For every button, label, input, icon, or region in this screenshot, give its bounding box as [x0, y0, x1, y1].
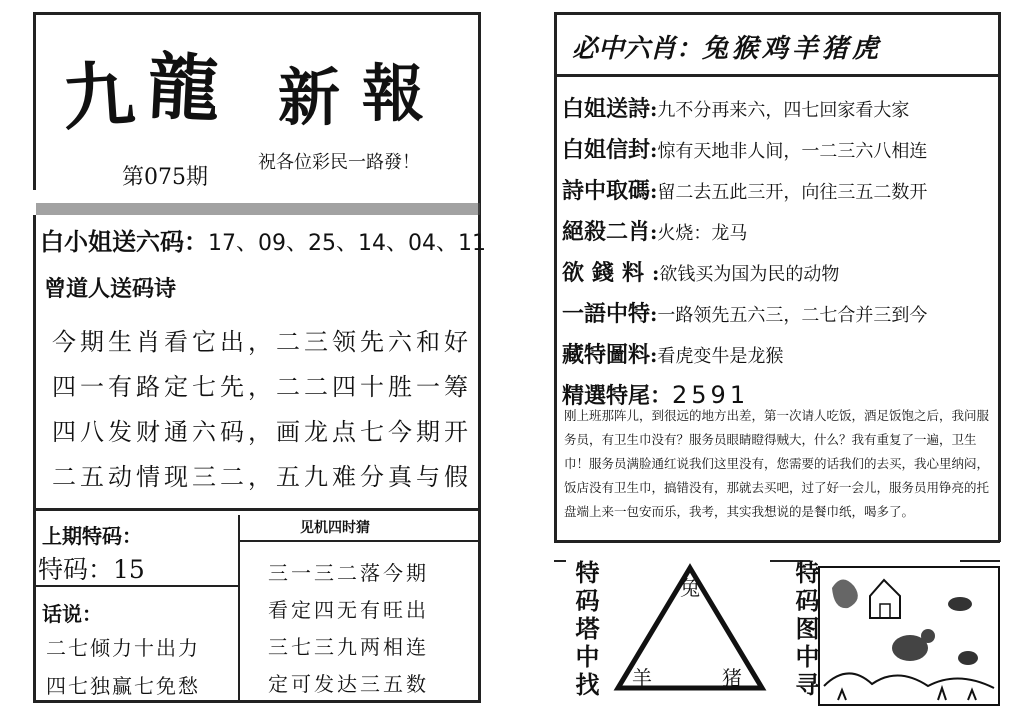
left-frame-left-lower: [33, 215, 36, 702]
row-colon: :: [650, 220, 658, 244]
six-zodiac-label: 必中六肖：: [572, 34, 703, 64]
masthead-char-3: 新: [278, 61, 343, 134]
row-money: [562, 256, 992, 297]
right-page: [540, 0, 1024, 723]
right-frame-bottom: [554, 540, 1000, 543]
scan-band: [36, 203, 480, 215]
row-poem-code: [562, 174, 992, 215]
special-code: 特码：15: [38, 555, 145, 584]
tail-label: 精選特尾：: [562, 383, 673, 409]
row-hidden-picture: [562, 338, 992, 379]
triangle-left: 羊: [632, 666, 652, 690]
row-colon: :: [652, 261, 660, 285]
right-header-rule: [554, 74, 1000, 77]
six-codes-value: 17、09、25、14、04、11: [208, 231, 486, 256]
row-label: 欲錢料: [562, 260, 653, 286]
left-frame-top: [33, 12, 481, 15]
poem-line-4: 二五动情现三二，五九难分真与假: [52, 463, 472, 491]
saying-line-1: 二七倾力十出力: [46, 636, 200, 660]
masthead-char-4: 報: [362, 57, 427, 130]
right-frame-right: [998, 12, 1001, 542]
row-colon: :: [650, 179, 658, 203]
row-colon: :: [650, 302, 658, 326]
row-one-word: [562, 297, 992, 338]
left-frame-right: [478, 12, 481, 702]
greeting: 祝各位彩民一路發！: [258, 152, 420, 173]
poem-line-3: 四八发财通六码，画龙点七今期开: [52, 418, 472, 446]
row-text: 九不分再来六，四七回家看大家: [657, 100, 910, 121]
left-bottom-vertical: [238, 515, 240, 700]
row-colon: :: [650, 97, 658, 121]
row-colon: :: [650, 343, 658, 367]
poem-line-2: 四一有路定七先，二二四十胜一筹: [52, 373, 472, 401]
left-frame-bottom: [33, 700, 481, 703]
story-text: 刚上班那阵儿，到很远的地方出差，第一次请人吃饭，酒足饭饱之后，我问服务员，有卫生巾没有？服务员眼睛瞪得贼大，什么？我有重复了一遍，卫生巾！服务员满脸通红说我们这里没有，您需要的话我们的去买，我心里纳闷，饭店没有卫生巾，搞错没有，那就去买吧，过了好一会儿，服务员用铮亮的托盘端上来一包安而乐，我考，其实我想说的是餐巾纸，喝多了。: [564, 408, 990, 519]
row-text: 欲钱买为国为民的动物: [659, 264, 840, 285]
left-frame-left: [33, 12, 36, 190]
right-frame-left: [554, 12, 557, 542]
saying-line-2: 四七独赢七免愁: [46, 674, 200, 698]
row-label: 白姐信封: [562, 137, 651, 163]
six-zodiac-value: 兔猴鸡羊猪虎: [702, 34, 883, 64]
picture-label: 特码图中寻: [791, 560, 820, 700]
left-page: [0, 0, 500, 723]
six-zodiac-row: [572, 28, 882, 65]
riddle-line-4: 定可发达三五数: [268, 672, 429, 696]
poem-title: 曾道人送码诗: [44, 276, 177, 302]
info-rows: [562, 92, 992, 415]
row-label: 藏特圖料: [562, 342, 651, 368]
row-label: 白姐送詩: [562, 96, 651, 122]
six-codes-row: [40, 222, 486, 257]
row-baijie-poem: [562, 92, 992, 133]
tower-label: 特码塔中找: [571, 560, 600, 700]
row-text: 一路领先五六三，二七合并三到今: [657, 305, 928, 326]
row-label: 絕殺二肖: [562, 219, 651, 245]
poem-line-1: 今期生肖看它出，二三领先六和好: [52, 328, 472, 356]
riddle-line-3: 三七三九两相连: [268, 635, 429, 659]
bird-right: [948, 597, 972, 611]
left-bottom-divider: [33, 508, 481, 511]
house-outline: [870, 580, 900, 618]
masthead-char-2: 龍: [145, 43, 224, 132]
row-text: 看虎变牛是龙猴: [657, 346, 784, 367]
riddle-title: 见机四时猜: [300, 520, 370, 536]
row-text: 留二去五此三开，向往三五二数开: [657, 182, 928, 203]
masthead-char-1: 九: [59, 50, 140, 141]
six-codes-label: 白小姐送六码：: [40, 227, 208, 256]
grass: [838, 688, 976, 700]
bird-small: [958, 651, 978, 665]
bottom-panel-right: [960, 560, 1000, 562]
rocks: [824, 673, 994, 688]
row-baijie-envelope: [562, 133, 992, 174]
row-label: 詩中取碼: [562, 178, 651, 204]
riddle-illustration: [818, 566, 1000, 706]
tree: [832, 579, 858, 608]
triangle-top: 兔: [680, 576, 700, 600]
right-frame-top: [554, 12, 1000, 15]
bottom-panel-top: [554, 560, 566, 562]
last-issue-label: 上期特码：: [42, 524, 142, 548]
house-door: [880, 604, 890, 618]
row-label: 一語中特: [562, 301, 651, 327]
row-text: 惊有天地非人间，一二三六八相连: [657, 141, 928, 162]
riddle-title-rule: [240, 540, 480, 542]
riddle-line-1: 三一三二落今期: [268, 561, 429, 585]
saying-label: 话说：: [42, 602, 102, 626]
riddle-line-2: 看定四无有旺出: [268, 598, 429, 622]
tail-value: 2591: [672, 381, 750, 409]
row-text: 火烧：龙马: [657, 223, 748, 244]
row-colon: :: [650, 138, 658, 162]
bird-big-head: [921, 629, 935, 643]
row-kill-two: [562, 215, 992, 256]
triangle-right: 猪: [722, 666, 742, 690]
issue-number: 第075期: [122, 165, 208, 190]
